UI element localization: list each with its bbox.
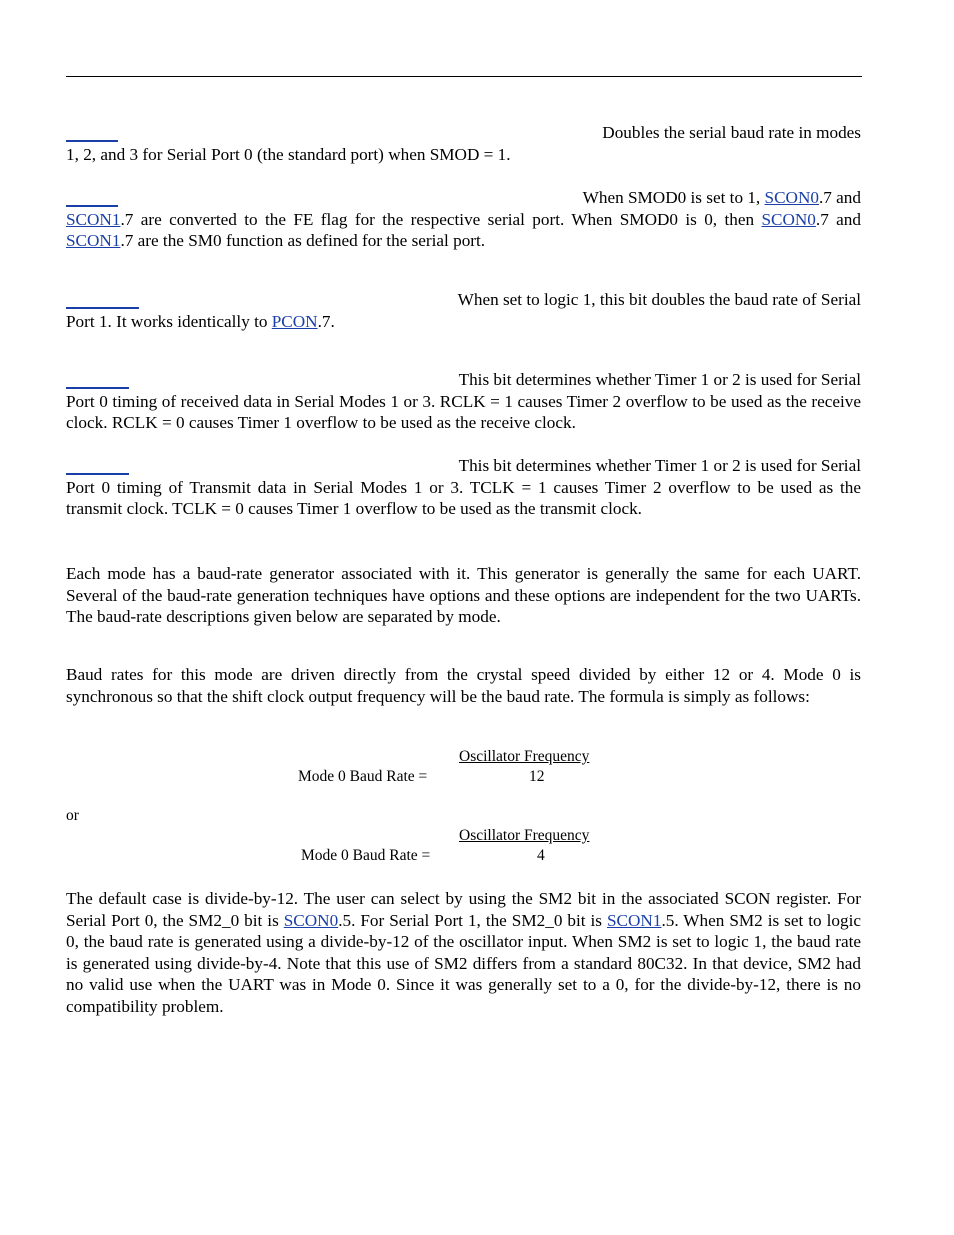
rclk-rest: Port 0 timing of received data in Serial Modes 1 or 3. RCLK = 1 causes Timer 2 overflow to be used as the receive clock. RCLK = 0 causes Timer 1 overflow to be used as the receive clock. bbox=[66, 391, 861, 433]
paragraph-mode0-baud: Baud rates for this mode are driven directly from the crystal speed divided by either 12 or 4. Mode 0 is synchronous so that the shift clock output frequency will be the baud rate. The formula is simply as follows: bbox=[66, 665, 861, 706]
scon0-link[interactable]: SCON0 bbox=[283, 910, 339, 930]
smod0-text: .7 are converted to the FE flag for the respective serial port. When SMOD0 is 0, then bbox=[120, 209, 762, 229]
formula2-label: Mode 0 Baud Rate = bbox=[301, 847, 431, 864]
rclk-first-line: This bit determines whether Timer 1 or 2 is used for Serial bbox=[458, 370, 861, 389]
pcon-link[interactable]: PCON bbox=[271, 311, 318, 331]
tclk-rest: Port 0 timing of Transmit data in Serial Modes 1 or 3. TCLK = 1 causes Timer 2 overflow to be used as the transmit clock. TCLK = 0 causes Timer 1 overflow to be used as the transmit clock. bbox=[66, 477, 861, 519]
smod0-rest bbox=[66, 209, 861, 252]
scon1-link[interactable]: SCON1 bbox=[606, 910, 662, 930]
paragraph-smod1 bbox=[66, 289, 861, 332]
smod0-text: and bbox=[836, 209, 861, 229]
scon1-link[interactable]: SCON1 bbox=[66, 209, 121, 229]
paragraph-rclk bbox=[66, 369, 861, 434]
default-text: .5. When SM2 is set to logic 0, the baud rate is generated using a divide-by-12 of the oscillator input. When SM2 is set to logic 1, the baud rate is generated using divide-by-4. Note that this use of SM2 differs from a standard 80C32. In that device, SM2 had no valid use when the UART was in Mode 0. Since it was generally set to a 0, for the divide-by-12, there is no compatibility problem. bbox=[66, 910, 861, 1016]
smod1-tail: .7. bbox=[317, 311, 335, 331]
tclk-first-line: This bit determines whether Timer 1 or 2 is used for Serial bbox=[458, 456, 861, 475]
smod-first-line: Doubles the serial baud rate in modes bbox=[602, 123, 861, 142]
formula1-numerator: Oscillator Frequency bbox=[459, 748, 590, 765]
smod0-first-line bbox=[66, 187, 861, 209]
formula1-denominator: 12 bbox=[529, 768, 545, 785]
paragraph-tclk bbox=[66, 455, 861, 520]
smod0-tail: .7 bbox=[815, 209, 829, 229]
smod0-tail: .7 are the SM0 function as defined for the serial port. bbox=[120, 231, 486, 251]
formula1-label: Mode 0 Baud Rate = bbox=[298, 768, 428, 785]
smod-rest: 1, 2, and 3 for Serial Port 0 (the standard port) when SMOD = 1. bbox=[66, 144, 511, 164]
formula2-numerator: Oscillator Frequency bbox=[459, 827, 590, 844]
scon0-link[interactable]: SCON0 bbox=[764, 188, 819, 207]
smod1-rest bbox=[66, 311, 861, 333]
header-rule bbox=[66, 76, 862, 77]
paragraph-smod0 bbox=[66, 187, 861, 252]
smod1-text: Port 1. It works identically to bbox=[66, 311, 272, 331]
smod0-text: When SMOD0 is set to 1, bbox=[582, 188, 765, 207]
default-text: .5. For Serial Port 1, the SM2_0 bit is bbox=[338, 910, 607, 930]
formula2-denominator: 4 bbox=[537, 847, 545, 864]
smod1-first-line: When set to logic 1, this bit doubles the baud rate of Serial bbox=[457, 290, 861, 309]
paragraph-default-case bbox=[66, 888, 861, 1018]
paragraph-baud-generators: Each mode has a baud-rate generator associated with it. This generator is generally the same for each UART. Several of the baud-rate generation techniques have options and these options are independent for the two UARTs. The baud-rate descriptions given below are separated by mode. bbox=[66, 564, 861, 627]
paragraph-smod bbox=[66, 122, 861, 165]
smod0-tail: .7 and bbox=[818, 188, 861, 207]
scon0-link[interactable]: SCON0 bbox=[761, 209, 816, 229]
or-text: or bbox=[66, 807, 79, 824]
scon1-link[interactable]: SCON1 bbox=[66, 231, 121, 251]
default-text: The default case is divide-by-12. The user can select by using the SM2 bit in the associated SCON register. For Serial Port 0, the SM2_0 bit is bbox=[66, 889, 861, 930]
